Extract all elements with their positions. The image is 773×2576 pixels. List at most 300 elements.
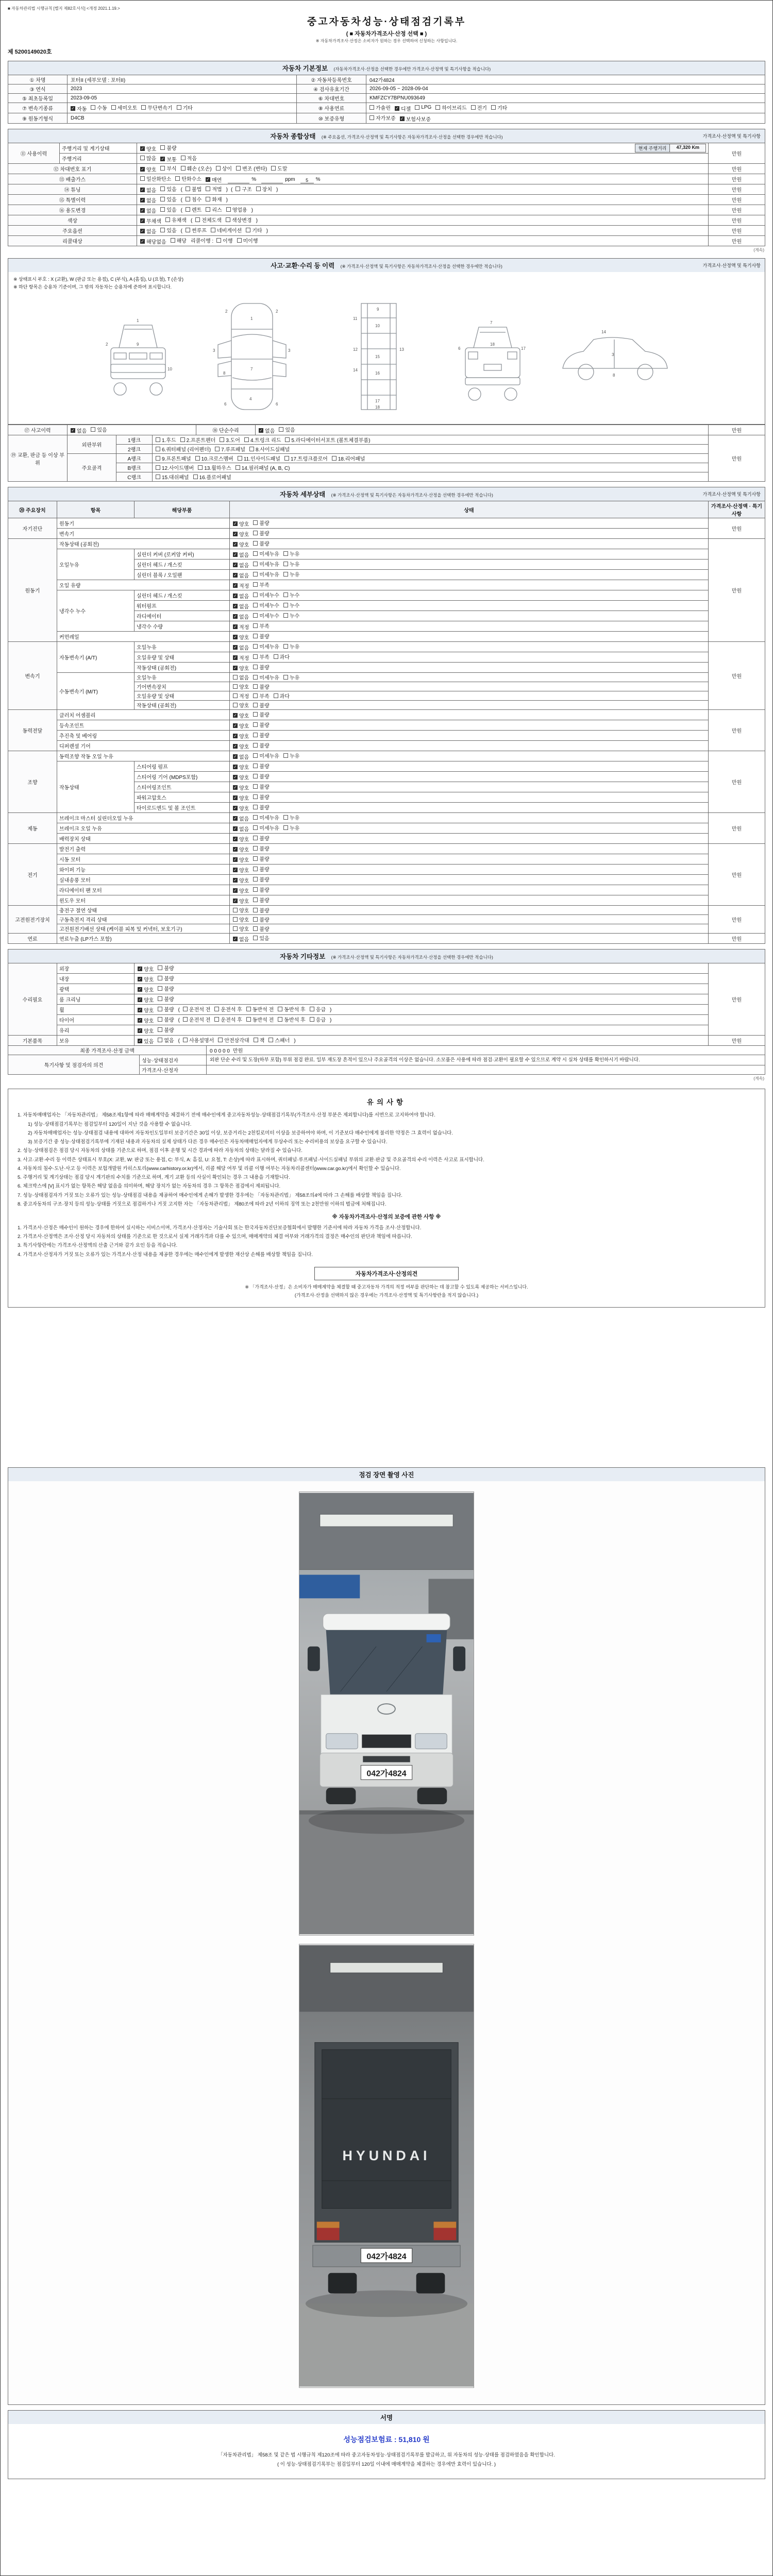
checkbox-empty[interactable] bbox=[253, 675, 258, 680]
checkbox-훼손 (오손)[interactable] bbox=[181, 164, 212, 172]
checkbox-empty[interactable] bbox=[244, 437, 249, 442]
checkbox-checked[interactable]: ✓ bbox=[141, 208, 144, 213]
checkbox-checked[interactable]: ✓ bbox=[71, 106, 75, 111]
checkbox-동반석 후[interactable] bbox=[278, 1015, 305, 1023]
checkbox-미세누유[interactable] bbox=[253, 570, 279, 578]
checkbox-empty[interactable] bbox=[238, 456, 242, 461]
checkbox-checked[interactable]: ✓ bbox=[233, 563, 237, 567]
checkbox-empty[interactable] bbox=[91, 427, 95, 432]
checkbox-7.루프패널[interactable] bbox=[215, 445, 245, 453]
checkbox-운전석 후[interactable] bbox=[214, 1015, 242, 1023]
checkbox-empty[interactable] bbox=[165, 217, 170, 222]
checkbox-empty[interactable] bbox=[158, 965, 162, 970]
checkbox-누유[interactable] bbox=[283, 550, 299, 557]
checkbox-1.후드[interactable] bbox=[156, 436, 176, 444]
checkbox-empty[interactable] bbox=[253, 520, 258, 525]
checkbox-양호[interactable] bbox=[233, 701, 249, 709]
checkbox-불량[interactable] bbox=[253, 529, 269, 537]
checkbox-4.트렁크 리드[interactable] bbox=[244, 436, 281, 444]
checkbox-empty[interactable] bbox=[253, 846, 258, 851]
checkbox-checked[interactable]: ✓ bbox=[233, 604, 237, 608]
checkbox-불량[interactable] bbox=[253, 741, 269, 749]
checkbox-누유[interactable] bbox=[283, 642, 299, 650]
checkbox-무채색[interactable] bbox=[140, 217, 161, 225]
checkbox-미세누유[interactable] bbox=[253, 642, 279, 650]
checkbox-없음[interactable] bbox=[140, 186, 156, 194]
checkbox-checked[interactable]: ✓ bbox=[233, 666, 237, 670]
checkbox-empty[interactable] bbox=[156, 465, 160, 470]
checkbox-부족[interactable] bbox=[253, 622, 269, 630]
checkbox-불량[interactable] bbox=[253, 865, 269, 873]
checkbox-empty[interactable] bbox=[216, 238, 221, 243]
checkbox-네비게이션[interactable] bbox=[211, 226, 242, 234]
checkbox-있음[interactable] bbox=[91, 426, 107, 433]
blank-field[interactable] bbox=[228, 178, 249, 183]
checkbox-없음[interactable] bbox=[71, 427, 87, 434]
checkbox-empty[interactable] bbox=[253, 867, 258, 871]
checkbox-12.사이드멤버[interactable] bbox=[156, 464, 194, 471]
checkbox-empty[interactable] bbox=[198, 465, 203, 470]
checkbox-empty[interactable] bbox=[268, 1038, 273, 1042]
checkbox-11.인사이드패널[interactable] bbox=[238, 454, 280, 462]
checkbox-없음[interactable] bbox=[158, 1036, 174, 1044]
checkbox-empty[interactable] bbox=[415, 105, 419, 110]
checkbox-empty[interactable] bbox=[236, 166, 241, 171]
checkbox-불량[interactable] bbox=[253, 721, 269, 728]
checkbox-checked[interactable]: ✓ bbox=[395, 106, 399, 111]
checkbox-checked[interactable]: ✓ bbox=[161, 157, 165, 161]
checkbox-불량[interactable] bbox=[253, 886, 269, 893]
checkbox-동반석 전[interactable] bbox=[246, 1005, 274, 1013]
checkbox-불량[interactable] bbox=[158, 995, 174, 1003]
checkbox-empty[interactable] bbox=[491, 105, 496, 110]
checkbox-양호[interactable] bbox=[233, 664, 249, 672]
checkbox-empty[interactable] bbox=[332, 456, 337, 461]
checkbox-없음[interactable] bbox=[233, 551, 249, 558]
checkbox-가솔린[interactable] bbox=[369, 104, 391, 111]
checkbox-empty[interactable] bbox=[226, 217, 230, 222]
checkbox-있음[interactable] bbox=[253, 934, 269, 942]
checkbox-checked[interactable]: ✓ bbox=[233, 713, 237, 718]
checkbox-empty[interactable] bbox=[175, 176, 180, 181]
checkbox-미세누유[interactable] bbox=[253, 550, 279, 557]
checkbox-empty[interactable] bbox=[111, 105, 116, 110]
checkbox-empty[interactable] bbox=[285, 437, 290, 442]
checkbox-불량[interactable] bbox=[253, 793, 269, 801]
checkbox-없음[interactable] bbox=[233, 571, 249, 579]
checkbox-empty[interactable] bbox=[274, 654, 278, 659]
checkbox-checked[interactable]: ✓ bbox=[233, 878, 237, 883]
checkbox-적음[interactable] bbox=[181, 154, 197, 162]
checkbox-checked[interactable]: ✓ bbox=[233, 655, 237, 660]
checkbox-checked[interactable]: ✓ bbox=[138, 977, 142, 981]
checkbox-누유[interactable] bbox=[283, 560, 299, 568]
checkbox-empty[interactable] bbox=[253, 936, 258, 940]
checkbox-있음[interactable] bbox=[160, 195, 176, 203]
checkbox-13.휠하우스[interactable] bbox=[198, 464, 231, 471]
checkbox-미세누유[interactable] bbox=[253, 814, 279, 821]
checkbox-2.프론트펜더[interactable] bbox=[180, 436, 216, 444]
checkbox-empty[interactable] bbox=[195, 456, 200, 461]
checkbox-불량[interactable] bbox=[253, 916, 269, 923]
checkbox-화재[interactable] bbox=[206, 195, 222, 203]
checkbox-있음[interactable] bbox=[279, 426, 295, 433]
checkbox-empty[interactable] bbox=[233, 917, 238, 922]
checkbox-empty[interactable] bbox=[253, 665, 258, 669]
checkbox-불량[interactable] bbox=[253, 663, 269, 671]
checkbox-불량[interactable] bbox=[158, 1026, 174, 1033]
checkbox-8.사이드실패널[interactable] bbox=[249, 445, 290, 453]
checkbox-있음[interactable] bbox=[160, 185, 176, 193]
checkbox-리스[interactable] bbox=[206, 206, 222, 213]
checkbox-empty[interactable] bbox=[271, 166, 276, 171]
checkbox-양호[interactable] bbox=[233, 773, 249, 781]
checkbox-empty[interactable] bbox=[369, 115, 374, 120]
checkbox-양호[interactable] bbox=[233, 897, 249, 905]
checkbox-empty[interactable] bbox=[283, 562, 288, 566]
checkbox-empty[interactable] bbox=[233, 703, 238, 707]
checkbox-없음[interactable] bbox=[140, 196, 156, 204]
checkbox-해당[interactable] bbox=[171, 236, 187, 244]
checkbox-없음[interactable] bbox=[233, 673, 249, 681]
checkbox-empty[interactable] bbox=[206, 197, 210, 201]
checkbox-empty[interactable] bbox=[283, 815, 288, 820]
checkbox-empty[interactable] bbox=[233, 908, 238, 912]
checkbox-양호[interactable] bbox=[233, 925, 249, 933]
checkbox-empty[interactable] bbox=[279, 427, 283, 432]
checkbox-empty[interactable] bbox=[253, 825, 258, 830]
checkbox-empty[interactable] bbox=[253, 712, 258, 717]
checkbox-empty[interactable] bbox=[246, 1017, 251, 1022]
checkbox-불량[interactable] bbox=[253, 855, 269, 862]
checkbox-empty[interactable] bbox=[435, 105, 440, 110]
checkbox-empty[interactable] bbox=[171, 238, 175, 243]
checkbox-무단변속기[interactable] bbox=[141, 104, 172, 111]
checkbox-checked[interactable]: ✓ bbox=[141, 198, 144, 202]
checkbox-자가보증[interactable] bbox=[369, 114, 396, 122]
checkbox-empty[interactable] bbox=[218, 1038, 223, 1042]
checkbox-양호[interactable] bbox=[233, 683, 249, 690]
checkbox-과다[interactable] bbox=[274, 692, 290, 700]
checkbox-양호[interactable] bbox=[138, 986, 154, 993]
checkbox-수동[interactable] bbox=[91, 104, 107, 111]
checkbox-운전석 전[interactable] bbox=[183, 1015, 210, 1023]
checkbox-상이[interactable] bbox=[216, 164, 232, 172]
checkbox-불량[interactable] bbox=[253, 844, 269, 852]
checkbox-checked[interactable]: ✓ bbox=[233, 899, 237, 903]
checkbox-empty[interactable] bbox=[186, 207, 190, 212]
checkbox-없음[interactable] bbox=[140, 227, 156, 235]
checkbox-empty[interactable] bbox=[253, 541, 258, 546]
checkbox-양호[interactable] bbox=[233, 711, 249, 719]
checkbox-적정[interactable] bbox=[233, 654, 249, 662]
checkbox-empty[interactable] bbox=[253, 877, 258, 882]
checkbox-empty[interactable] bbox=[253, 531, 258, 535]
checkbox-empty[interactable] bbox=[183, 1017, 188, 1022]
checkbox-불량[interactable] bbox=[253, 834, 269, 842]
checkbox-하이브리드[interactable] bbox=[435, 104, 466, 111]
checkbox-누유[interactable] bbox=[283, 570, 299, 578]
checkbox-불량[interactable] bbox=[253, 539, 269, 547]
checkbox-checked[interactable]: ✓ bbox=[138, 997, 142, 1002]
checkbox-누수[interactable] bbox=[283, 612, 299, 619]
checkbox-checked[interactable]: ✓ bbox=[233, 806, 237, 810]
blank-field[interactable]: 5 bbox=[300, 178, 314, 183]
checkbox-checked[interactable]: ✓ bbox=[233, 552, 237, 557]
checkbox-checked[interactable]: ✓ bbox=[141, 239, 144, 244]
checkbox-색상변경[interactable] bbox=[226, 216, 252, 224]
checkbox-checked[interactable]: ✓ bbox=[233, 754, 237, 759]
checkbox-empty[interactable] bbox=[253, 897, 258, 902]
checkbox-checked[interactable]: ✓ bbox=[233, 775, 237, 779]
checkbox-checked[interactable]: ✓ bbox=[233, 765, 237, 769]
checkbox-checked[interactable]: ✓ bbox=[138, 967, 142, 971]
checkbox-empty[interactable] bbox=[158, 1017, 162, 1022]
checkbox-checked[interactable]: ✓ bbox=[141, 188, 144, 192]
checkbox-empty[interactable] bbox=[177, 105, 181, 110]
checkbox-미세누유[interactable] bbox=[253, 673, 279, 681]
checkbox-empty[interactable] bbox=[233, 926, 238, 931]
checkbox-empty[interactable] bbox=[253, 703, 258, 707]
checkbox-양호[interactable] bbox=[233, 845, 249, 853]
checkbox-empty[interactable] bbox=[253, 908, 258, 912]
checkbox-checked[interactable]: ✓ bbox=[233, 785, 237, 790]
checkbox-empty[interactable] bbox=[283, 644, 288, 649]
checkbox-empty[interactable] bbox=[253, 815, 258, 820]
checkbox-empty[interactable] bbox=[156, 437, 160, 442]
checkbox-누유[interactable] bbox=[283, 673, 299, 681]
checkbox-불량[interactable] bbox=[158, 964, 174, 972]
checkbox-3.도어[interactable] bbox=[220, 436, 240, 444]
checkbox-empty[interactable] bbox=[214, 1017, 219, 1022]
checkbox-불량[interactable] bbox=[253, 683, 269, 690]
checkbox-불량[interactable] bbox=[160, 144, 176, 151]
checkbox-불량[interactable] bbox=[158, 1005, 174, 1013]
checkbox-checked[interactable]: ✓ bbox=[259, 428, 263, 433]
checkbox-양호[interactable] bbox=[233, 906, 249, 914]
checkbox-양호[interactable] bbox=[138, 975, 154, 983]
checkbox-불량[interactable] bbox=[253, 632, 269, 640]
checkbox-양호[interactable] bbox=[233, 732, 249, 740]
checkbox-empty[interactable] bbox=[160, 166, 165, 171]
checkbox-empty[interactable] bbox=[253, 551, 258, 556]
checkbox-양호[interactable] bbox=[233, 763, 249, 771]
checkbox-checked[interactable]: ✓ bbox=[233, 614, 237, 619]
checkbox-기타[interactable] bbox=[246, 226, 262, 234]
checkbox-렌트[interactable] bbox=[186, 206, 201, 213]
checkbox-empty[interactable] bbox=[253, 917, 258, 922]
checkbox-양호[interactable] bbox=[233, 722, 249, 730]
checkbox-empty[interactable] bbox=[141, 105, 146, 110]
checkbox-불량[interactable] bbox=[253, 701, 269, 709]
checkbox-없음[interactable] bbox=[233, 753, 249, 760]
checkbox-동반석 전[interactable] bbox=[246, 1015, 274, 1023]
checkbox-응급[interactable] bbox=[310, 1015, 326, 1023]
checkbox-미세누수[interactable] bbox=[253, 612, 279, 619]
checkbox-6.쿼터패널 (리어펜더)[interactable] bbox=[156, 445, 211, 453]
checkbox-empty[interactable] bbox=[369, 105, 374, 110]
checkbox-불량[interactable] bbox=[253, 875, 269, 883]
checkbox-사용설명서[interactable] bbox=[183, 1036, 214, 1044]
checkbox-불량[interactable] bbox=[253, 519, 269, 527]
checkbox-empty[interactable] bbox=[183, 1007, 188, 1011]
checkbox-empty[interactable] bbox=[253, 887, 258, 892]
checkbox-없음[interactable] bbox=[259, 427, 275, 434]
checkbox-checked[interactable]: ✓ bbox=[233, 888, 237, 893]
checkbox-empty[interactable] bbox=[253, 582, 258, 587]
checkbox-empty[interactable] bbox=[158, 1038, 162, 1042]
checkbox-checked[interactable]: ✓ bbox=[233, 744, 237, 749]
checkbox-empty[interactable] bbox=[283, 613, 288, 618]
checkbox-empty[interactable] bbox=[214, 1007, 219, 1011]
checkbox-empty[interactable] bbox=[158, 1027, 162, 1032]
checkbox-empty[interactable] bbox=[253, 654, 258, 659]
checkbox-5.라디에이터서포트 (볼트체결부품)[interactable] bbox=[285, 436, 370, 444]
checkbox-누유[interactable] bbox=[283, 824, 299, 832]
checkbox-empty[interactable] bbox=[283, 551, 288, 556]
checkbox-empty[interactable] bbox=[253, 613, 258, 618]
checkbox-empty[interactable] bbox=[253, 634, 258, 638]
checkbox-checked[interactable]: ✓ bbox=[233, 583, 237, 588]
checkbox-부족[interactable] bbox=[253, 692, 269, 700]
checkbox-양호[interactable] bbox=[140, 145, 156, 152]
checkbox-checked[interactable]: ✓ bbox=[233, 837, 237, 841]
checkbox-checked[interactable]: ✓ bbox=[138, 1028, 142, 1033]
checkbox-양호[interactable] bbox=[233, 835, 249, 843]
checkbox-empty[interactable] bbox=[283, 592, 288, 597]
checkbox-empty[interactable] bbox=[211, 228, 215, 232]
checkbox-불량[interactable] bbox=[253, 803, 269, 811]
checkbox-empty[interactable] bbox=[226, 207, 231, 212]
checkbox-없음[interactable] bbox=[140, 207, 156, 214]
checkbox-empty[interactable] bbox=[253, 644, 258, 649]
checkbox-empty[interactable] bbox=[253, 722, 258, 727]
checkbox-empty[interactable] bbox=[158, 1007, 162, 1011]
checkbox-불량[interactable] bbox=[158, 1015, 174, 1023]
checkbox-불량[interactable] bbox=[158, 974, 174, 982]
checkbox-empty[interactable] bbox=[186, 228, 190, 232]
checkbox-checked[interactable]: ✓ bbox=[233, 816, 237, 821]
checkbox-양호[interactable] bbox=[138, 1027, 154, 1035]
checkbox-checked[interactable]: ✓ bbox=[141, 218, 144, 223]
checkbox-checked[interactable]: ✓ bbox=[400, 116, 404, 121]
checkbox-checked[interactable]: ✓ bbox=[138, 1018, 142, 1023]
checkbox-checked[interactable]: ✓ bbox=[233, 826, 237, 831]
checkbox-empty[interactable] bbox=[206, 187, 210, 191]
checkbox-미세누수[interactable] bbox=[253, 591, 279, 599]
checkbox-누수[interactable] bbox=[283, 591, 299, 599]
checkbox-장치[interactable] bbox=[256, 185, 272, 193]
checkbox-불량[interactable] bbox=[253, 710, 269, 718]
checkbox-checked[interactable]: ✓ bbox=[233, 573, 237, 578]
checkbox-empty[interactable] bbox=[283, 675, 288, 680]
checkbox-많음[interactable] bbox=[140, 154, 156, 162]
checkbox-없음[interactable] bbox=[233, 643, 249, 651]
checkbox-empty[interactable] bbox=[253, 753, 258, 758]
checkbox-empty[interactable] bbox=[256, 187, 261, 191]
checkbox-불량[interactable] bbox=[253, 925, 269, 933]
checkbox-empty[interactable] bbox=[180, 437, 185, 442]
checkbox-empty[interactable] bbox=[160, 228, 165, 232]
checkbox-있음[interactable] bbox=[160, 206, 176, 213]
checkbox-checked[interactable]: ✓ bbox=[233, 847, 237, 852]
checkbox-양호[interactable] bbox=[140, 165, 156, 173]
checkbox-없음[interactable] bbox=[233, 815, 249, 822]
checkbox-없음[interactable] bbox=[233, 613, 249, 620]
checkbox-empty[interactable] bbox=[253, 592, 258, 597]
checkbox-운전석 전[interactable] bbox=[183, 1005, 210, 1013]
checkbox-empty[interactable] bbox=[253, 733, 258, 737]
checkbox-empty[interactable] bbox=[278, 1017, 282, 1022]
checkbox-양호[interactable] bbox=[233, 856, 249, 863]
checkbox-동반석 후[interactable] bbox=[278, 1005, 305, 1013]
checkbox-empty[interactable] bbox=[284, 456, 289, 461]
checkbox-영업용[interactable] bbox=[226, 206, 247, 213]
checkbox-empty[interactable] bbox=[249, 447, 254, 451]
checkbox-기타[interactable] bbox=[491, 104, 507, 111]
checkbox-없음[interactable] bbox=[233, 592, 249, 600]
checkbox-empty[interactable] bbox=[216, 166, 221, 171]
checkbox-15.대쉬패널[interactable] bbox=[156, 473, 189, 481]
checkbox-일산화탄소[interactable] bbox=[140, 175, 171, 182]
checkbox-양호[interactable] bbox=[233, 794, 249, 802]
checkbox-양호[interactable] bbox=[233, 916, 249, 923]
checkbox-불량[interactable] bbox=[253, 906, 269, 914]
checkbox-안전삼각대[interactable] bbox=[218, 1036, 249, 1044]
checkbox-없음[interactable] bbox=[233, 935, 249, 943]
checkbox-부족[interactable] bbox=[253, 581, 269, 588]
checkbox-양호[interactable] bbox=[138, 996, 154, 1004]
checkbox-양호[interactable] bbox=[233, 804, 249, 812]
checkbox-empty[interactable] bbox=[140, 176, 145, 181]
checkbox-empty[interactable] bbox=[140, 156, 145, 160]
checkbox-적정[interactable] bbox=[233, 582, 249, 589]
checkbox-10.크로스멤버[interactable] bbox=[195, 454, 233, 462]
checkbox-empty[interactable] bbox=[193, 474, 198, 479]
checkbox-empty[interactable] bbox=[253, 572, 258, 577]
checkbox-empty[interactable] bbox=[283, 603, 288, 607]
checkbox-empty[interactable] bbox=[186, 187, 190, 191]
checkbox-empty[interactable] bbox=[253, 774, 258, 778]
checkbox-checked[interactable]: ✓ bbox=[233, 937, 237, 941]
checkbox-양호[interactable] bbox=[138, 1006, 154, 1014]
checkbox-해당없음[interactable] bbox=[140, 238, 166, 245]
checkbox-보통[interactable] bbox=[160, 155, 176, 163]
checkbox-empty[interactable] bbox=[283, 753, 288, 758]
checkbox-적정[interactable] bbox=[233, 692, 249, 700]
checkbox-양호[interactable] bbox=[233, 887, 249, 894]
checkbox-empty[interactable] bbox=[233, 684, 238, 689]
checkbox-이행[interactable] bbox=[216, 236, 232, 244]
checkbox-양호[interactable] bbox=[233, 540, 249, 548]
checkbox-empty[interactable] bbox=[310, 1007, 314, 1011]
checkbox-없음[interactable] bbox=[233, 602, 249, 610]
checkbox-양호[interactable] bbox=[233, 633, 249, 641]
checkbox-checked[interactable]: ✓ bbox=[233, 645, 237, 650]
checkbox-부족[interactable] bbox=[253, 653, 269, 660]
checkbox-empty[interactable] bbox=[253, 926, 258, 931]
checkbox-checked[interactable]: ✓ bbox=[138, 1008, 142, 1012]
checkbox-empty[interactable] bbox=[246, 228, 250, 232]
checkbox-empty[interactable] bbox=[253, 856, 258, 861]
checkbox-미세누유[interactable] bbox=[253, 824, 279, 832]
checkbox-checked[interactable]: ✓ bbox=[233, 723, 237, 728]
checkbox-empty[interactable] bbox=[246, 1007, 251, 1011]
checkbox-empty[interactable] bbox=[278, 1007, 282, 1011]
checkbox-누수[interactable] bbox=[283, 601, 299, 609]
checkbox-empty[interactable] bbox=[158, 976, 162, 980]
checkbox-양호[interactable] bbox=[138, 965, 154, 973]
